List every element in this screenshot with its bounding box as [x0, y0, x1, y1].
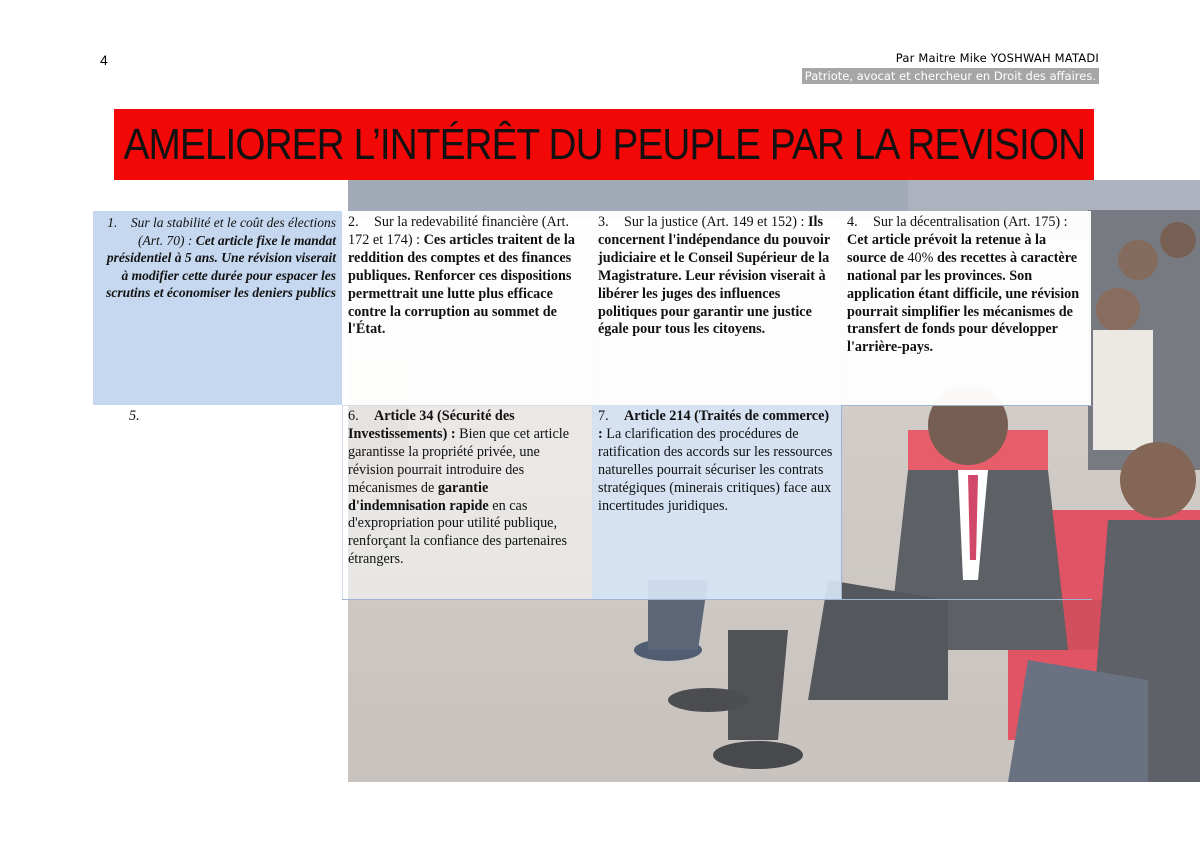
card-percentage: 40% [907, 249, 934, 266]
page-title: AMELIORER L’INTÉRÊT DU PEUPLE PAR LA REVISION [123, 119, 1085, 169]
card-blank [841, 405, 1091, 599]
card-decentralization [841, 211, 1091, 405]
card-bold-text: Ils concernent l'indépendance du pouvoir judiciaire et le Conseil Supérieur de la Magistrature. Leur révision viserait à libérer les juges des influences politiques pour garantir une justice égale pour tous les citoyens. [598, 214, 830, 338]
card-trade-treaties [592, 405, 841, 599]
card-justice [592, 211, 841, 405]
card-bold-text-2: des recettes à caractère national par les provinces. Son application étant difficile, une révision pourrait simplifier les mécanismes de transfert de fonds pour développer l'arrière-pays. [847, 249, 1080, 356]
card-number: 6. [348, 408, 359, 424]
card-bold-title: Article 34 (Sécurité des Investissements) : [348, 408, 515, 442]
author-name: Par Maitre Mike YOSHWAH MATADI [895, 51, 1099, 65]
card-number: 4. [847, 214, 858, 230]
card-bold-title: Article 214 (Traités de commerce) : [598, 408, 830, 442]
author-block [802, 51, 1099, 84]
card-investment-security [342, 405, 592, 599]
card-elections [93, 211, 342, 405]
card-financial-accountability [342, 211, 592, 405]
card-text-end: en cas d'expropriation pour utilité publique, renforçant la confiance des partenaires étrangers. [348, 497, 567, 568]
card-intro: Sur la redevabilité financière (Art. 172 et 174) : [348, 214, 569, 248]
card-number: 1. [107, 215, 118, 230]
card-bold-text: Cet article prévoit la retenue à la source de [847, 231, 1047, 266]
card-intro: Sur la décentralisation (Art. 175) : [873, 214, 1068, 230]
card-empty [93, 405, 342, 599]
title-banner [114, 109, 1094, 180]
card-number: 3. [598, 214, 609, 230]
card-bold-text: Ces articles traitent de la reddition des comptes et des finances publiques. Renforcer ces dispositions permettrait une lutte plus efficace contre la corruption au sommet de l'État. [348, 231, 575, 338]
card-text: Bien que cet article garantisse la propriété privée, une révision pourrait introduire des mécanismes de [348, 425, 570, 496]
card-number: 2. [348, 214, 359, 230]
card-number: 7. [598, 408, 609, 424]
card-intro: Sur la justice (Art. 149 et 152) : [624, 214, 809, 230]
page-number: 4 [100, 52, 108, 68]
card-bold-text: Cet article fixe le mandat présidentiel à 5 ans. Une révision viserait à modifier cette durée pour espacer les scrutins et économiser les deniers publics [106, 232, 336, 300]
card-bold-text: garantie d'indemnisation rapide [348, 479, 489, 514]
card-text: La clarification des procédures de ratification des accords sur les ressources naturelles pourrait sécuriser les contrats stratégiques (minerais critiques) face aux incertitudes juridiques. [598, 425, 833, 514]
author-subtitle: Patriote, avocat et chercheur en Droit des affaires. [802, 68, 1099, 84]
card-intro: Sur la stabilité et le coût des élections (Art. 70) : [130, 215, 336, 248]
grid-line [342, 599, 1092, 600]
card-number: 5. [129, 408, 140, 424]
